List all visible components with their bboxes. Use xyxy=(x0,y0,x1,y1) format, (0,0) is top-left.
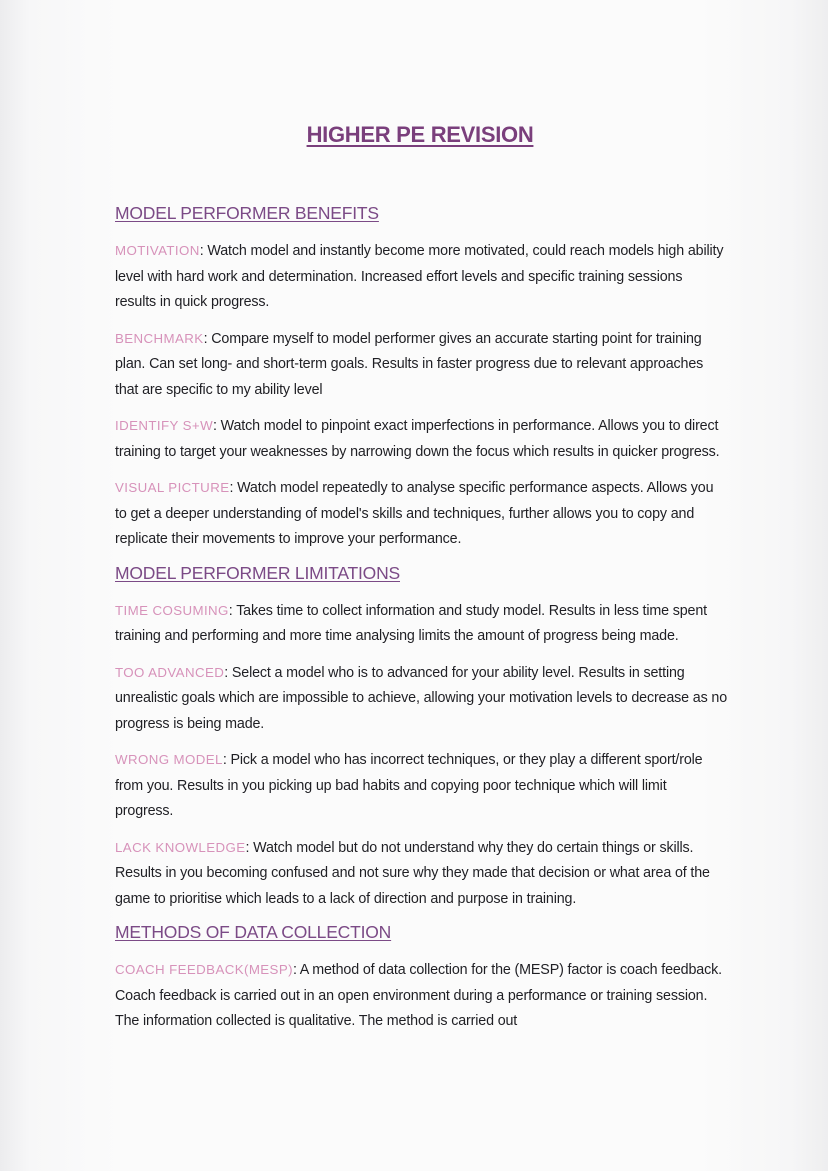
term-label: COACH FEEDBACK(MESP) xyxy=(115,962,293,977)
term-text: Watch model but do not understand why they do certain things or skills. Results in you becoming confused and not sure why they made that decision or what area of the game to prioritise which leads to a lack of direction and purpose in training. xyxy=(115,839,710,907)
term-text: Pick a model who has incorrect techniques, or they play a different sport/role from you. Results in you picking up bad habits and copying poor technique which will limit progress. xyxy=(115,752,703,819)
list-item: WRONG MODEL: Pick a model who has incorrect techniques, or they play a different sport/role from you. Results in you picking up bad habits and copying poor technique which will limit progress. xyxy=(115,752,703,819)
term-label: IDENTIFY S+W xyxy=(115,418,214,433)
section-model-performer-limitations xyxy=(115,563,727,913)
section-methods-of-data-collection xyxy=(115,922,727,1035)
list-item: IDENTIFY S+W: Watch model to pinpoint exact imperfections in performance. Allows you to direct training to target your weaknesses by narrowing down the focus which results in quicker progress. xyxy=(115,418,720,460)
section-model-performer-benefits xyxy=(115,203,727,553)
section-heading: METHODS OF DATA COLLECTION xyxy=(115,922,392,942)
list-item: COACH FEEDBACK(MESP): A method of data collection for the (MESP) factor is coach feedback. Coach feedback is carried out in an open environment during a performance or training session. The information collected is qualitative. The method is carried out xyxy=(115,962,722,1029)
term-label: BENCHMARK xyxy=(115,330,204,346)
section-heading: MODEL PERFORMER LIMITATIONS xyxy=(115,562,400,583)
term-text: Takes time to collect information and study model. Results in less time spent training and performing and more time analysing limits the amount of progress being made. xyxy=(115,602,707,644)
list-item: MOTIVATION: Watch model and instantly become more motivated, could reach models high ability level with hard work and determination. Increased effort levels and specific training sessions results in quick progress. xyxy=(115,243,724,310)
document-body xyxy=(115,203,727,1045)
list-item: TIME COSUMING: Takes time to collect information and study model. Results in less time spent training and performing and more time analysing limits the amount of progress being made. xyxy=(115,602,707,644)
list-item: TOO ADVANCED: Select a model who is to advanced for your ability level. Results in setting unrealistic goals which are impossible to achieve, allowing your motivation levels to decrease as no progress is being made. xyxy=(115,664,728,732)
list-item: LACK KNOWLEDGE: Watch model but do not understand why they do certain things or skills. Results in you becoming confused and not sure why they made that decision or what area of the game to prioritise which leads to a lack of direction and purpose in training. xyxy=(115,839,710,907)
term-label: VISUAL PICTURE xyxy=(115,480,230,495)
term-label: TOO ADVANCED xyxy=(115,664,225,680)
term-label: MOTIVATION xyxy=(115,243,200,258)
term-text: Watch model and instantly become more motivated, could reach models high ability level with hard work and determination. Increased effort levels and specific training sessions results in quick progress. xyxy=(115,243,724,310)
section-heading: MODEL PERFORMER BENEFITS xyxy=(115,203,379,223)
term-text: Watch model to pinpoint exact imperfections in performance. Allows you to direct training to target your weaknesses by narrowing down the focus which results in quicker progress. xyxy=(115,418,720,460)
term-text: A method of data collection for the (MESP) factor is coach feedback. Coach feedback is carried out in an open environment during a performance or training session. The information collected is qualitative. The method is carried out xyxy=(115,962,722,1029)
page-title: HIGHER PE REVISION xyxy=(306,122,534,147)
list-item: BENCHMARK: Compare myself to model performer gives an accurate starting point for training plan. Can set long- and short-term goals. Results in faster progress due to relevant approaches that are specific to my ability level xyxy=(115,330,704,398)
term-text: Watch model repeatedly to analyse specific performance aspects. Allows you to get a deeper understanding of model's skills and techniques, further allows you to copy and replicate their movements to improve your performance. xyxy=(115,480,714,547)
term-label: WRONG MODEL xyxy=(115,752,223,767)
term-label: LACK KNOWLEDGE xyxy=(115,839,246,855)
term-text: Select a model who is to advanced for your ability level. Results in setting unrealistic goals which are impossible to achieve, allowing your motivation levels to decrease as no progress is being made. xyxy=(115,664,728,732)
term-label: TIME COSUMING xyxy=(115,602,229,618)
term-text: Compare myself to model performer gives an accurate starting point for training plan. Can set long- and short-term goals. Results in faster progress due to relevant approaches that are specific to my ability level xyxy=(115,330,704,398)
list-item: VISUAL PICTURE: Watch model repeatedly to analyse specific performance aspects. Allows you to get a deeper understanding of model's skills and techniques, further allows you to copy and replicate their movements to improve your performance. xyxy=(115,480,714,547)
